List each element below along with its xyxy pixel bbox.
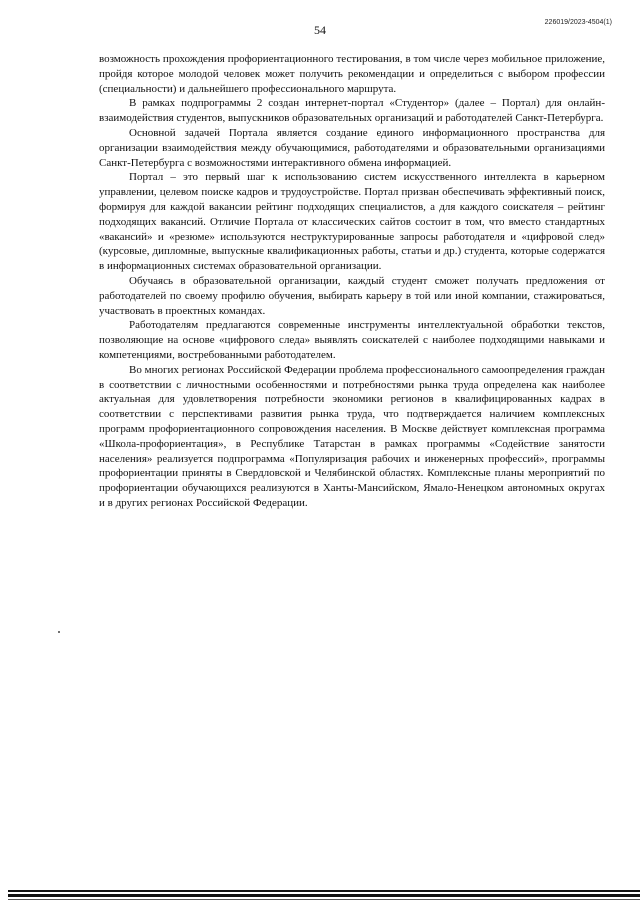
document-body [99, 52, 605, 511]
paragraph-regions: Во многих регионах Российской Федерации проблема профессионального самоопределения граждан в соответствии с личностными особенностями и потребностями рынка труда определена как наиболее актуальная для удовлетворения потребности экономики регионов в квалифицированных кадрах в соответствии с перспективами развития рынка труда, что подтверждается наличием комплексных программ профориентационного сопровождения населения. В Москве действует комплексная программа «Школа-профориентация», в Республике Татарстан в рамках программы «Содействие занятости населения» реализуется подпрограмма «Популяризация рабочих и инженерных профессий», программы профориентации приняты в Свердловской и Челябинской областях. Комплексные планы мероприятий по профориентации обучающихся реализуются в Ханты-Мансийском, Ямало-Ненецком автономных округах и в других регионах Российской Федерации. [99, 363, 605, 509]
page-number: 54 [314, 23, 326, 37]
paragraph-students: Обучаясь в образовательной организации, каждый студент сможет получать предложения от работодателей по своему профилю обучения, выбирать карьеру в той или иной компании, стажироваться, участвовать в проектных командах. [99, 274, 605, 317]
document-id: 226019/2023-4504(1) [544, 19, 612, 26]
scan-edge-line [8, 890, 640, 892]
paragraph-portal-intro: В рамках подпрограммы 2 создан интернет-портал «Студентор» (далее – Портал) для онлайн-взаимодействия студентов, выпускников образовательных организаций и работодателей Санкт-Петербурга. [99, 97, 605, 125]
scan-speck [58, 631, 60, 633]
paragraph-continuation: возможность прохождения профориентационного тестирования, в том числе через мобильное приложение, пройдя которое молодой человек может получить рекомендации и определиться с выбором профессии (специальности) и дальнейшего профессионального маршрута. [99, 53, 605, 95]
scan-edge-line [8, 899, 640, 900]
paragraph-portal-goal: Основной задачей Портала является создание единого информационного пространства для организации взаимодействия между обучающимися, работодателями и образовательными организациями Санкт-Петербурга с возможностями интерактивного обмена информацией. [99, 126, 605, 169]
scan-edge-line [8, 894, 640, 897]
paragraph-portal-ai: Портал – это первый шаг к использованию систем искусственного интеллекта в карьерном управлении, целевом поиске кадров и трудоустройстве. Портал призван обеспечивать эффективный поиск, формируя для каждой вакансии рейтинг подходящих специалистов, а для каждого соискателя – рейтинг подходящих вакансий. Отличие Портала от классических сайтов состоит в том, что вместо стандартных «вакансий» и «резюме» используются неструктурированные запросы работодателя и «цифровой след» (курсовые, дипломные, выпускные квалификационных работы, статьи и др.) студента, которые содержатся в информационных системах образовательной организации. [99, 171, 605, 273]
paragraph-employers: Работодателям предлагаются современные инструменты интеллектуальной обработки текстов, позволяющие на основе «цифрового следа» выявлять соискателей с наиболее подходящими навыками и компетенциями, востребованными работодателем. [99, 319, 605, 361]
